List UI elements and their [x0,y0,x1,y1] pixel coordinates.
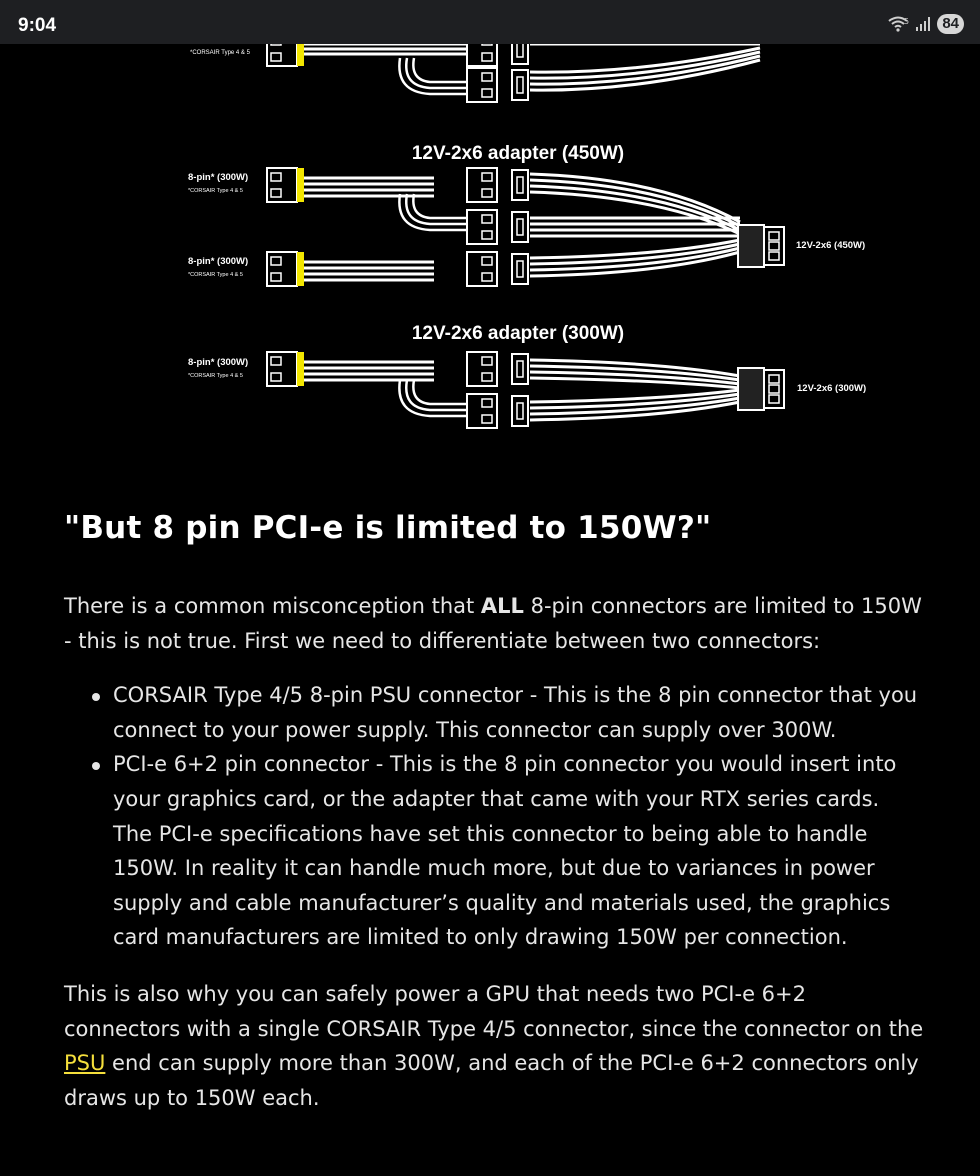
adapter-450-input1-label: 8-pin* (300W) [188,172,249,183]
adapter-300w [188,323,866,428]
bullet-icon [92,693,100,701]
wifi-badge: 5 [904,17,910,26]
adapter-300-output-label: 12V-2x6 (300W) [797,383,867,394]
battery-indicator: 84 [937,14,964,34]
status-icons [887,14,964,34]
partial-adapter-top [190,44,760,102]
partial-note: *CORSAIR Type 4 & 5 [190,50,250,56]
status-time: 9:04 [18,15,57,36]
adapter-300-input-note: *CORSAIR Type 4 & 5 [188,373,243,379]
list-item [113,678,924,747]
adapter-450-input2-label: 8-pin* (300W) [188,256,249,267]
closing-text-end: end can supply more than 300W, and each of the PCI-e 6+2 connectors only draws up to 150W each. [64,1051,919,1110]
status-bar [0,0,980,44]
list-item-text: PCI-e 6+2 pin connector - This is the 8 pin connector you would insert into your graphics card, or the adapter that came with your RTX series cards. The PCI-e specifications have set this connector to being able to handle 150W. In reality it can handle much more, but due to variances in power supply and cable manufacturer’s quality and materials used, the graphics card manufacturers are limited to only drawing 150W per connection. [113,752,897,950]
wifi-icon [887,15,909,33]
list-item [113,747,924,955]
adapter-450-input2-note: *CORSAIR Type 4 & 5 [188,272,243,278]
adapter-300-title: 12V-2x6 adapter (300W) [411,323,625,344]
signal-icon [915,16,931,32]
closing-paragraph [64,977,924,1115]
adapter-450-output-label: 12V-2x6 (450W) [796,240,866,251]
intro-text-end: 8-pin connectors are limited to 150W - this is not true. First we need to differentiate between two connectors: [64,594,922,653]
psu-link[interactable]: PSU [64,1051,106,1076]
adapter-300-input-label: 8-pin* (300W) [188,357,249,368]
section-heading: "But 8 pin PCI-e is limited to 150W?" [64,510,712,546]
bullet-icon [92,762,100,770]
article-body [64,500,924,1115]
connector-list [64,678,924,955]
adapter-diagram [0,44,980,464]
adapter-450-title: 12V-2x6 adapter (450W) [411,143,625,164]
adapter-450w [188,143,865,286]
list-item-text: CORSAIR Type 4/5 8-pin PSU connector - This is the 8 pin connector that you connect to your power supply. This connector can supply over 300W. [113,683,918,742]
intro-paragraph [64,589,924,658]
intro-text-start: There is a common misconception that [64,594,481,618]
intro-bold: ALL [480,594,524,618]
adapter-450-input1-note: *CORSAIR Type 4 & 5 [188,188,243,194]
closing-text-start: This is also why you can safely power a GPU that needs two PCI-e 6+2 connectors with a single CORSAIR Type 4/5 connector, since the connector on the [64,981,924,1041]
